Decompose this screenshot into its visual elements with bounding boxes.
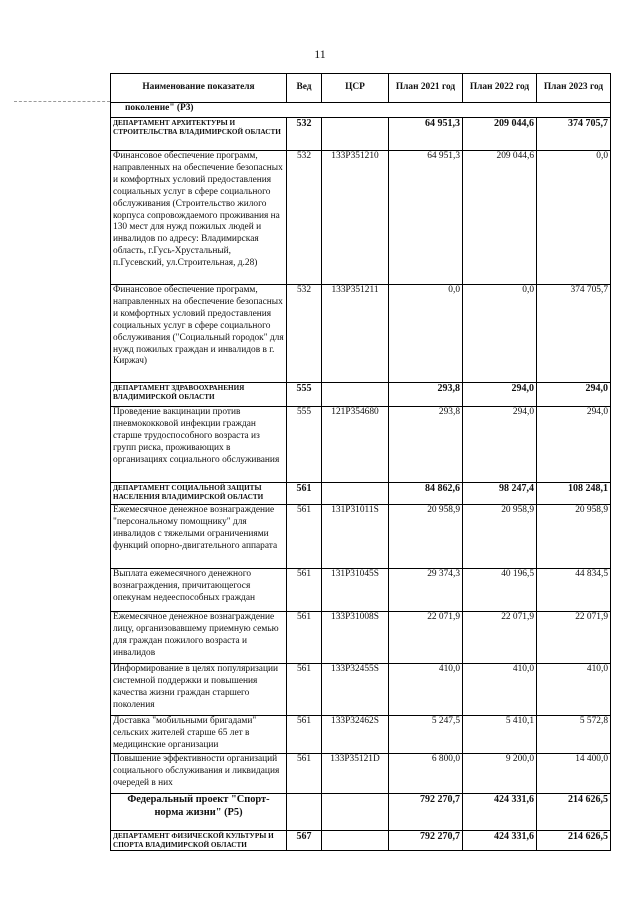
cell-csr: 121P354680 — [322, 407, 389, 483]
cell-name: Ежемесячное денежное вознаграждение лицу, организовавшему приемную семью для граждан пожилого возраста и инвалидов — [111, 612, 287, 664]
cell-ved: 567 — [287, 831, 322, 851]
cell-p2022: 410,0 — [463, 664, 537, 716]
cell-p2022: 0,0 — [463, 285, 537, 383]
cell-p2023: 294,0 — [537, 383, 611, 407]
cell-name: Финансовое обеспечение программ, направленных на обеспечение безопасных и комфортных условий предоставления социальных услуг в сфере социального обслуживания ("Социальный городок" для нужд пожилых граждан и инвалидов в г. Киржач) — [111, 285, 287, 383]
cell-p2021: 0,0 — [389, 285, 463, 383]
table-row — [111, 569, 611, 612]
cell-csr: 133P31008S — [322, 612, 389, 664]
header-ved: Вед — [287, 74, 322, 103]
header-csr: ЦСР — [322, 74, 389, 103]
cell-name: ДЕПАРТАМЕНТ АРХИТЕКТУРЫ И СТРОИТЕЛЬСТВА ВЛАДИМИРСКОЙ ОБЛАСТИ — [111, 118, 287, 151]
table-row — [111, 716, 611, 754]
cell-p2022: 294,0 — [463, 407, 537, 483]
cell-p2023: 410,0 — [537, 664, 611, 716]
cell-name: Выплата ежемесячного денежного вознаграждения, причитающегося опекунам недееспособных граждан — [111, 569, 287, 612]
cell-p2021: 29 374,3 — [389, 569, 463, 612]
table-row — [111, 505, 611, 569]
cell-p2021: 64 951,3 — [389, 151, 463, 285]
header-plan-2022: План 2022 год — [463, 74, 537, 103]
department-row — [111, 831, 611, 851]
cell-p2023: 108 248,1 — [537, 483, 611, 505]
cell-p2021: 6 800,0 — [389, 754, 463, 794]
cell-p2023: 374 705,7 — [537, 285, 611, 383]
header-name: Наименование показателя — [111, 74, 287, 103]
cell-p2022: 424 331,6 — [463, 831, 537, 851]
cell-p2021: 22 071,9 — [389, 612, 463, 664]
cell-csr: 133P351210 — [322, 151, 389, 285]
cell-ved: 561 — [287, 569, 322, 612]
table-row — [111, 664, 611, 716]
table-row — [111, 754, 611, 794]
cell-ved: 561 — [287, 664, 322, 716]
cell-p2021: 293,8 — [389, 383, 463, 407]
cell-p2021: 20 958,9 — [389, 505, 463, 569]
cell-csr — [322, 118, 389, 151]
cell-p2023: 214 626,5 — [537, 831, 611, 851]
cell-p2021: 410,0 — [389, 664, 463, 716]
cell-p2022: 98 247,4 — [463, 483, 537, 505]
department-row — [111, 383, 611, 407]
cell-ved: 532 — [287, 151, 322, 285]
table-row — [111, 612, 611, 664]
cell-name: Доставка "мобильными бригадами" сельских жителей старше 65 лет в медицинские организации — [111, 716, 287, 754]
cell-csr — [322, 483, 389, 505]
cell-ved: 532 — [287, 118, 322, 151]
cell-ved: 555 — [287, 407, 322, 483]
margin-dash-line — [14, 101, 110, 102]
cell-p2023: 22 071,9 — [537, 612, 611, 664]
cell-p2022: 209 044,6 — [463, 151, 537, 285]
header-plan-2023: План 2023 год — [537, 74, 611, 103]
department-row — [111, 118, 611, 151]
cell-p2023: 5 572,8 — [537, 716, 611, 754]
cell-p2023: 214 626,5 — [537, 794, 611, 831]
cell-csr — [322, 831, 389, 851]
cell-p2022: 22 071,9 — [463, 612, 537, 664]
cell-p2023: 20 958,9 — [537, 505, 611, 569]
cell-csr — [322, 383, 389, 407]
cell-ved: 532 — [287, 285, 322, 383]
cell-name: Проведение вакцинации против пневмококковой инфекции граждан старше трудоспособного возраста из групп риска, проживающих в организациях социального обслуживания — [111, 407, 287, 483]
table-row — [111, 285, 611, 383]
cell-p2022: 5 410,1 — [463, 716, 537, 754]
cell-ved: 561 — [287, 612, 322, 664]
cell-p2023: 374 705,7 — [537, 118, 611, 151]
department-row — [111, 483, 611, 505]
cell-p2022: 40 196,5 — [463, 569, 537, 612]
cell-p2022: 424 331,6 — [463, 794, 537, 831]
cell-p2023: 44 834,5 — [537, 569, 611, 612]
header-plan-2021: План 2021 год — [389, 74, 463, 103]
table-row — [111, 407, 611, 483]
cell-name: Повышение эффективности организаций социального обслуживания и ликвидация очередей в них — [111, 754, 287, 794]
cell-csr: 133P35121D — [322, 754, 389, 794]
cell-ved: 561 — [287, 754, 322, 794]
cell-name: ДЕПАРТАМЕНТ ЗДРАВООХРАНЕНИЯ ВЛАДИМИРСКОЙ ОБЛАСТИ — [111, 383, 287, 407]
table-row — [111, 151, 611, 285]
budget-table — [110, 73, 611, 851]
cell-csr — [322, 794, 389, 831]
cell-p2022: 9 200,0 — [463, 754, 537, 794]
cell-p2022: 294,0 — [463, 383, 537, 407]
cell-csr: 131P31045S — [322, 569, 389, 612]
table-header-row — [111, 74, 611, 103]
cell-p2021: 5 247,5 — [389, 716, 463, 754]
cell-p2021: 293,8 — [389, 407, 463, 483]
cell-ved: 561 — [287, 716, 322, 754]
cell-p2021: 792 270,7 — [389, 831, 463, 851]
cell-ved — [287, 794, 322, 831]
cell-p2023: 14 400,0 — [537, 754, 611, 794]
cell-name: Информирование в целях популяризации системной поддержки и повышения качества жизни граждан старшего поколения — [111, 664, 287, 716]
cell-p2021: 84 862,6 — [389, 483, 463, 505]
cell-p2023: 0,0 — [537, 151, 611, 285]
cell-name: ДЕПАРТАМЕНТ СОЦИАЛЬНОЙ ЗАЩИТЫ НАСЕЛЕНИЯ ВЛАДИМИРСКОЙ ОБЛАСТИ — [111, 483, 287, 505]
cell-name: Ежемесячное денежное вознаграждение "персональному помощнику" для инвалидов с тяжелыми ограничениями функций опорно-двигательного аппарата — [111, 505, 287, 569]
cell-name: ДЕПАРТАМЕНТ ФИЗИЧЕСКОЙ КУЛЬТУРЫ И СПОРТА ВЛАДИМИРСКОЙ ОБЛАСТИ — [111, 831, 287, 851]
cell-csr: 131P31011S — [322, 505, 389, 569]
continuation-text: поколение" (Р3) — [111, 103, 611, 118]
cell-ved: 561 — [287, 483, 322, 505]
cell-p2021: 792 270,7 — [389, 794, 463, 831]
cell-p2022: 209 044,6 — [463, 118, 537, 151]
cell-name: Федеральный проект "Спорт-норма жизни" (Р5) — [111, 794, 287, 831]
cell-name: Финансовое обеспечение программ, направленных на обеспечение безопасных и комфортных условий предоставления социальных услуг в сфере социального обслуживания (Строительство жилого корпуса сопровождаемого проживания на 130 мест для нужд пожилых людей и инвалидов по адресу: Владимирская область, г.Гусь-Хрустальный, п.Гусевский, ул.Строительная, д.28) — [111, 151, 287, 285]
cell-ved: 555 — [287, 383, 322, 407]
cell-csr: 133P32455S — [322, 664, 389, 716]
cell-ved: 561 — [287, 505, 322, 569]
page-number: 11 — [314, 47, 326, 61]
cell-csr: 133P351211 — [322, 285, 389, 383]
cell-p2022: 20 958,9 — [463, 505, 537, 569]
cell-p2023: 294,0 — [537, 407, 611, 483]
cell-csr: 133P32462S — [322, 716, 389, 754]
cell-p2021: 64 951,3 — [389, 118, 463, 151]
continuation-row — [111, 103, 611, 118]
project-row — [111, 794, 611, 831]
